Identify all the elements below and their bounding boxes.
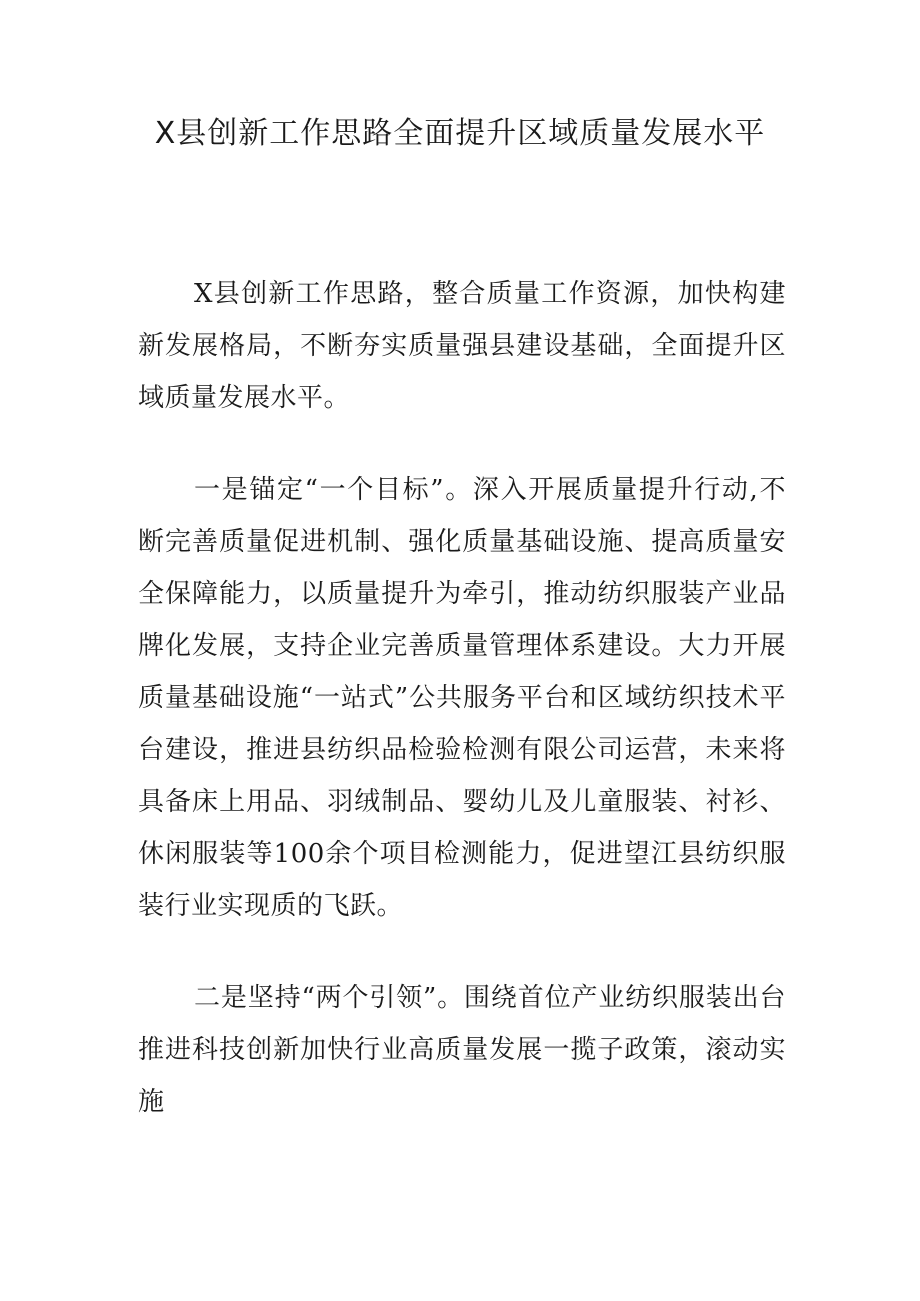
paragraph-leads: 二是坚持“两个引领”。围绕首位产业纺织服装出台推进科技创新加快行业高质量发展一揽子政策，滚动实施 [138, 983, 786, 1117]
document-body [138, 268, 786, 1168]
document-title: X县创新工作思路全面提升区域质量发展水平 [154, 116, 766, 151]
paragraph-intro: X县创新工作思路，整合质量工作资源，加快构建新发展格局，不断夯实质量强县建设基础，全面提升区域质量发展水平。 [138, 279, 786, 413]
paragraph-goal: 一是锚定“一个目标”。深入开展质量提升行动,不断完善质量促进机制、强化质量基础设施、提高质量安全保障能力，以质量提升为牵引，推动纺织服装产业品牌化发展，支持企业完善质量管理体系建设。大力开展质量基础设施“一站式”公共服务平台和区域纺织技术平台建设，推进县纺织品检验检测有限公司运营，未来将具备床上用品、羽绒制品、婴幼儿及儿童服装、衬衫、休闲服装等100余个项目检测能力，促进望江县纺织服装行业实现质的飞跃。 [138, 475, 786, 921]
